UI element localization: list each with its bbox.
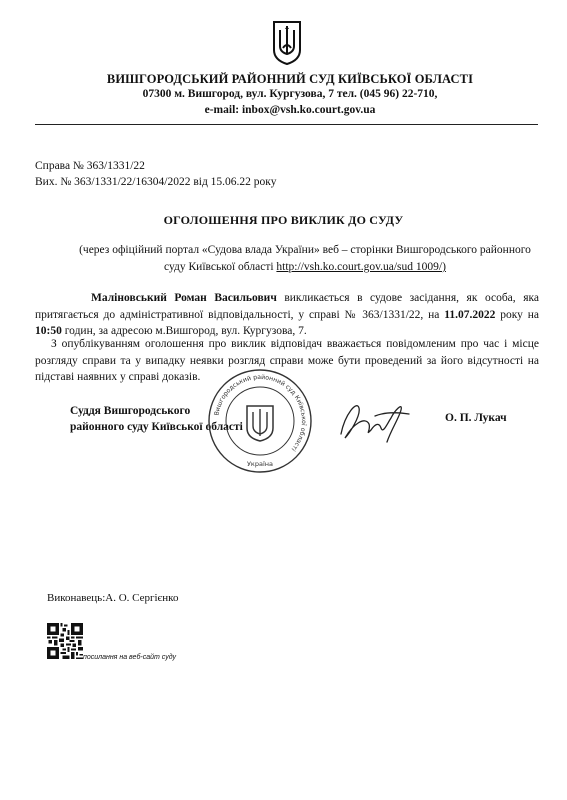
portal-note [70, 242, 540, 276]
summons-text-1: викликається в судове засідання, як особа, яка притягається до адміністративної відповідальності, у справі № 363/1331/22, на [35, 292, 540, 321]
header-divider [35, 124, 538, 125]
person-name: Маліновський Роман Васильович [91, 292, 277, 304]
court-name: ВИШГОРОДСЬКИЙ РАЙОННИЙ СУД КИЇВСЬКОЇ ОБЛАСТІ [106, 72, 474, 86]
summons-text-3: годин, за адресою м.Вишгород, вул. Кургузова, 7. [61, 325, 307, 337]
executor: Виконавець:А. О. Сергієнко [47, 592, 179, 604]
hearing-time: 10:50 [35, 325, 62, 337]
summons-paragraph [35, 290, 539, 340]
qr-code-icon[interactable] [47, 623, 83, 659]
stamp-text: Вишгородський районний суд Київської області [213, 373, 308, 453]
court-stamp [207, 368, 313, 474]
court-email: e-mail: inbox@vsh.ko.court.gov.ua [204, 104, 376, 116]
notice-paragraph: З опублікуванням оголошення про виклик відповідач вважається повідомленим про час і місце розгляду справи та у випадку неявки розгляд справи може бути проведений за його відсутності на підставі наявних у справі доказів. [35, 338, 539, 383]
judge-name: О. П. Лукач [445, 412, 507, 424]
portal-text: (через офіційний портал «Судова влада України» веб – сторінки Вишгородського районного суду Київської області [79, 244, 531, 273]
judge-title-line-2: районного суду Київської області [70, 421, 243, 433]
coat-of-arms-icon [270, 18, 304, 66]
outgoing-number: Вих. № 363/1331/22/16304/2022 від 15.06.22 року [35, 176, 277, 188]
judge-signature [335, 394, 415, 446]
case-number: Справа № 363/1331/22 [35, 160, 145, 172]
court-address: 07300 м. Вишгород, вул. Кургузова, 7 тел. (045 96) 22-710, [142, 88, 438, 100]
summons-text-2: року на [495, 308, 540, 321]
stamp-country: Україна [246, 460, 274, 468]
portal-link[interactable]: http://vsh.ko.court.gov.ua/sud 1009/) [276, 261, 446, 273]
website-link-note: посилання на веб-сайт суду [83, 654, 176, 661]
hearing-date: 11.07.2022 [444, 308, 496, 321]
judge-title-line-1: Суддя Вишгородського [70, 405, 191, 417]
document-title: ОГОЛОШЕННЯ ПРО ВИКЛИК ДО СУДУ [163, 213, 404, 227]
